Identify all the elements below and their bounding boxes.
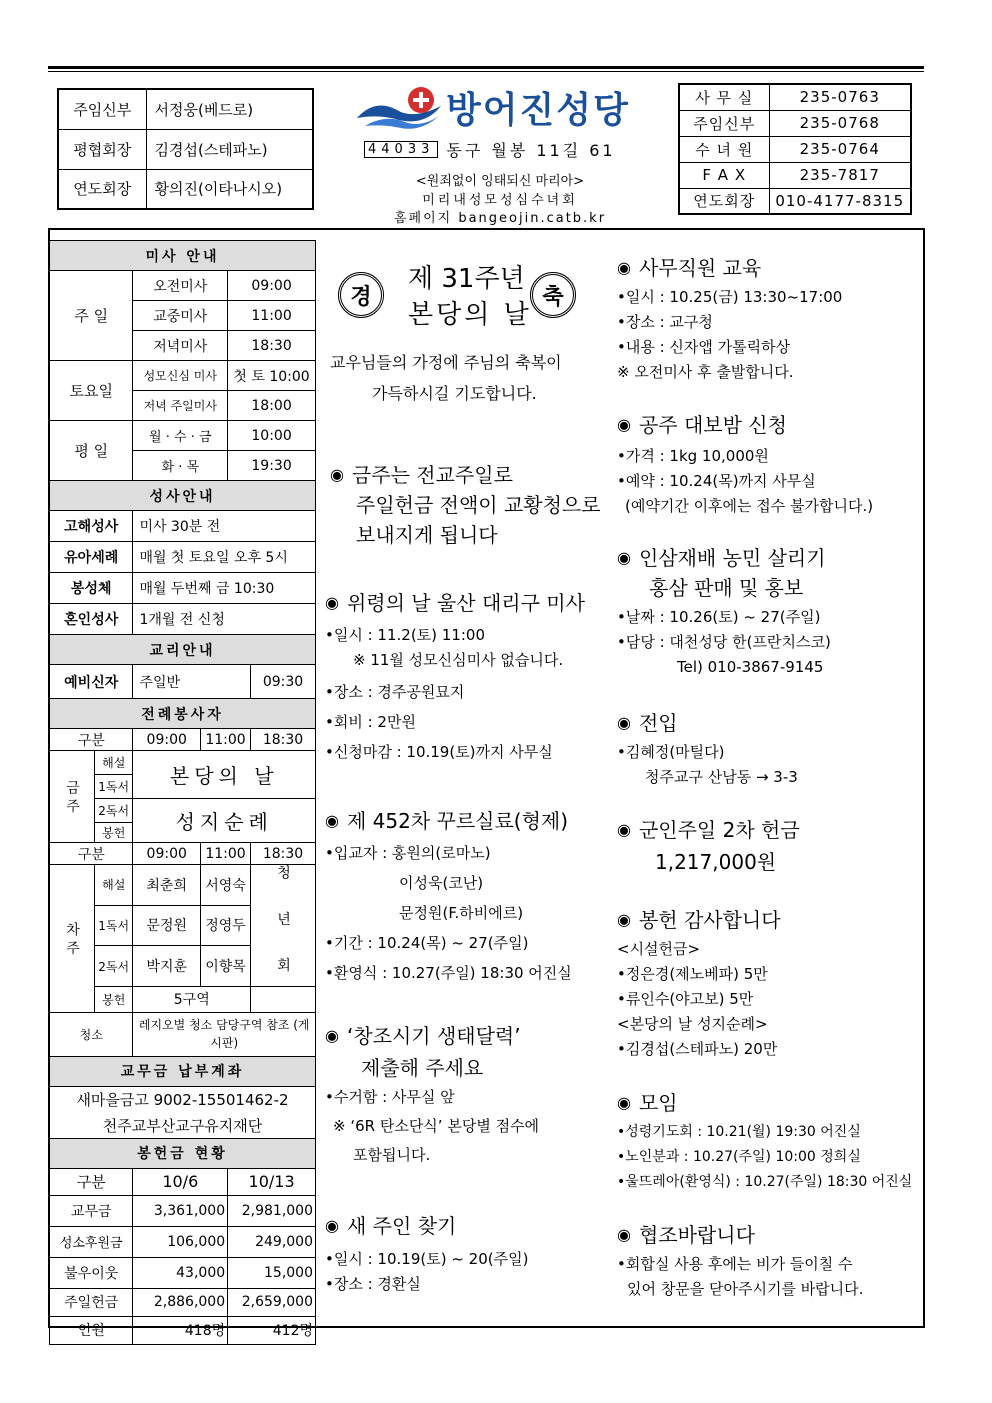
account-title: 교무금 납부계좌 [50, 1056, 316, 1086]
homepage[interactable]: 홈페이지 bangeojin.catb.kr [393, 211, 607, 226]
blessing-1: 교우님들의 가정에 주님의 축복이 [330, 353, 562, 372]
bullet-icon: ◉ [617, 548, 631, 567]
section-transfer: ◉ 전입 •김혜정(마틸다) 청주교구 산남동 → 3-3 [617, 711, 798, 786]
bullet-icon: ◉ [617, 910, 631, 929]
servers-title: 전례봉사자 [50, 699, 316, 729]
section-military-sunday: ◉ 군인주일 2차 헌금 1,217,000원 [617, 818, 800, 874]
section-thanks: ◉ 봉헌 감사합니다 <시설헌금> •정은경(제노베파) 5만 •류인수(야고보) 5만 <본당의 날 성지순례> •김경섭(스테파노) 20만 [617, 908, 781, 1058]
section-staff-training: ◉ 사무직원 교육 •일시 : 10.25(금) 13:30~17:00 •장소 : 교구청 •내용 : 신자앱 가톨릭하상 ※ 오전미사 후 출발합니다. [617, 256, 843, 381]
bullet-icon: ◉ [617, 258, 631, 277]
bullet-icon: ◉ [617, 820, 631, 839]
section-chestnut: ◉ 공주 대보밤 신청 •가격 : 1kg 10,000원 •예약 : 10.24(목)까지 사무실 (예약기간 이후에는 접수 불가합니다.) [617, 413, 874, 515]
bullet-icon: ◉ [325, 811, 339, 830]
section-ginseng: ◉ 인삼재배 농민 살리기 홍삼 판매 및 홍보 •날짜 : 10.26(토) ~ 27(주일) •담당 : 대천성당 한(프란치스코) Tel) 010-3867-9145 [617, 546, 831, 676]
doctrine-title: 교리안내 [50, 635, 316, 665]
top-rule [48, 66, 924, 69]
section-cooperation: ◉ 협조바랍니다 •회합실 사용 후에는 비가 들이칠 수 있어 창문을 닫아주시기를 바랍니다. [617, 1223, 864, 1298]
staff-table: 주임신부 서정웅(베드로) 평협회장 김경섭(스테파노) 연도회장 황의진(이타나시오) [57, 88, 314, 210]
section-eco-calendar: ◉ ‘창조시기 생태달력’ 제출해 주세요 •수거함 : 사무실 앞 ※ ‘6R 탄소단식’ 본당별 점수에 포함됩니다. [325, 1024, 540, 1164]
section-all-souls: ◉ 위령의 날 울산 대리구 미사 •일시 : 11.2(토) 11:00 ※ 11월 성모신심미사 없습니다. •장소 : 경주공원묘지 •회비 : 2만원 •신청마감 : 10.19(토)까지 사무실 [325, 591, 585, 761]
bullet-icon: ◉ [325, 1216, 339, 1235]
top-rule-thin [48, 71, 924, 72]
convent: 미리내성모성심수녀회 [422, 193, 578, 208]
bullet-icon: ◉ [617, 415, 631, 434]
bullet-icon: ◉ [617, 713, 631, 732]
badge-gyeong: 경 [338, 272, 384, 318]
mass-title: 미사 안내 [50, 241, 316, 271]
parish-logo [355, 84, 445, 130]
bullet-icon: ◉ [325, 1026, 339, 1045]
badge-chuk: 축 [530, 272, 576, 318]
section-cursillo: ◉ 제 452차 꾸르실료(형제) •입교자 : 홍원의(로마노) 이성욱(코난) 문정원(F.하비에르) •기간 : 10.24(목) ~ 27(주일) •환영식 : 10.27(주일) 18:30 어진실 [325, 809, 572, 982]
anniversary-title-2: 본당의 날 [408, 300, 532, 330]
bullet-icon: ◉ [617, 1093, 631, 1112]
postal-code: 44033 [364, 141, 438, 158]
logo-wave-icon [355, 84, 445, 130]
section-mission-sunday: ◉ 금주는 전교주일로 주일헌금 전액이 교황청으로 보내지게 됩니다 [330, 460, 610, 550]
offering-title: 봉헌금 현황 [50, 1138, 316, 1168]
blessing-2: 가득하시길 기도합니다. [372, 384, 537, 403]
left-column-table: 미사 안내 주 일 오전미사 09:00 교중미사 11:00 저녁미사 18:30 토요일 성모신심 미사 첫 토 10:00 저녁 주일미사 18:00 평 일 월 · 수 · 금 10:00 화 · 목 19:30 성사안내 고해성사 미사 30분 전 유아세례 매월 첫 토요일 오후 5시 봉성체 매월 두번째 금 10:30 혼인성사 1개월 전 신청 교리안내 예비신자 주일반 09:30 전례봉사자 구분 09:00 11:00 18:30 금 주 해설 본당의 날 1독서 2독서 성지순례 봉헌 구분 09:00 11:00 18:30 차 주 해설 최춘희 서영숙 청 년 회 1독서 문정원 정영두 2독서 박지훈 이향목 봉헌 5구역 청소 레지오별 청소 담당구역 참조 (게시판) 교무금 납부계좌 새마을금고 9002-15501462-2 천주교부산교구유지재단 봉헌금 현황 구분 10/6 10/13 교무금 3,361,000 2,981,000 성소후원금 106,000 249,000 불우이웃 43,000 15,000 주일헌금 2,886,000 2,659,000 인원 418명 412명 [49, 240, 316, 1345]
parish-name: 방어진성당 [446, 90, 630, 131]
sacrament-title: 성사안내 [50, 481, 316, 511]
bullet-icon: ◉ [330, 465, 344, 484]
section-new-owner: ◉ 새 주인 찾기 •일시 : 10.19(토) ~ 20(주일) •장소 : 경환실 [325, 1214, 529, 1293]
address-line [364, 138, 616, 161]
motto: <원죄없이 잉태되신 마리아> [415, 174, 585, 189]
bullet-icon: ◉ [617, 1225, 631, 1244]
address: 동구 월봉 11길 61 [446, 141, 616, 160]
anniversary-title-1: 제 31주년 [408, 264, 525, 294]
phone-table: 사 무 실 235-0763 주임신부 235-0768 수 녀 원 235-0764 F A X 235-7817 연도회장 010-4177-8315 [678, 83, 912, 215]
bullet-icon: ◉ [325, 593, 339, 612]
section-meetings: ◉ 모임 •성령기도회 : 10.21(월) 19:30 어진실 •노인분과 : 10.27(주일) 10:00 정희실 •울뜨레아(환영식) : 10.27(주일) 18:30 어진실 [617, 1091, 913, 1190]
